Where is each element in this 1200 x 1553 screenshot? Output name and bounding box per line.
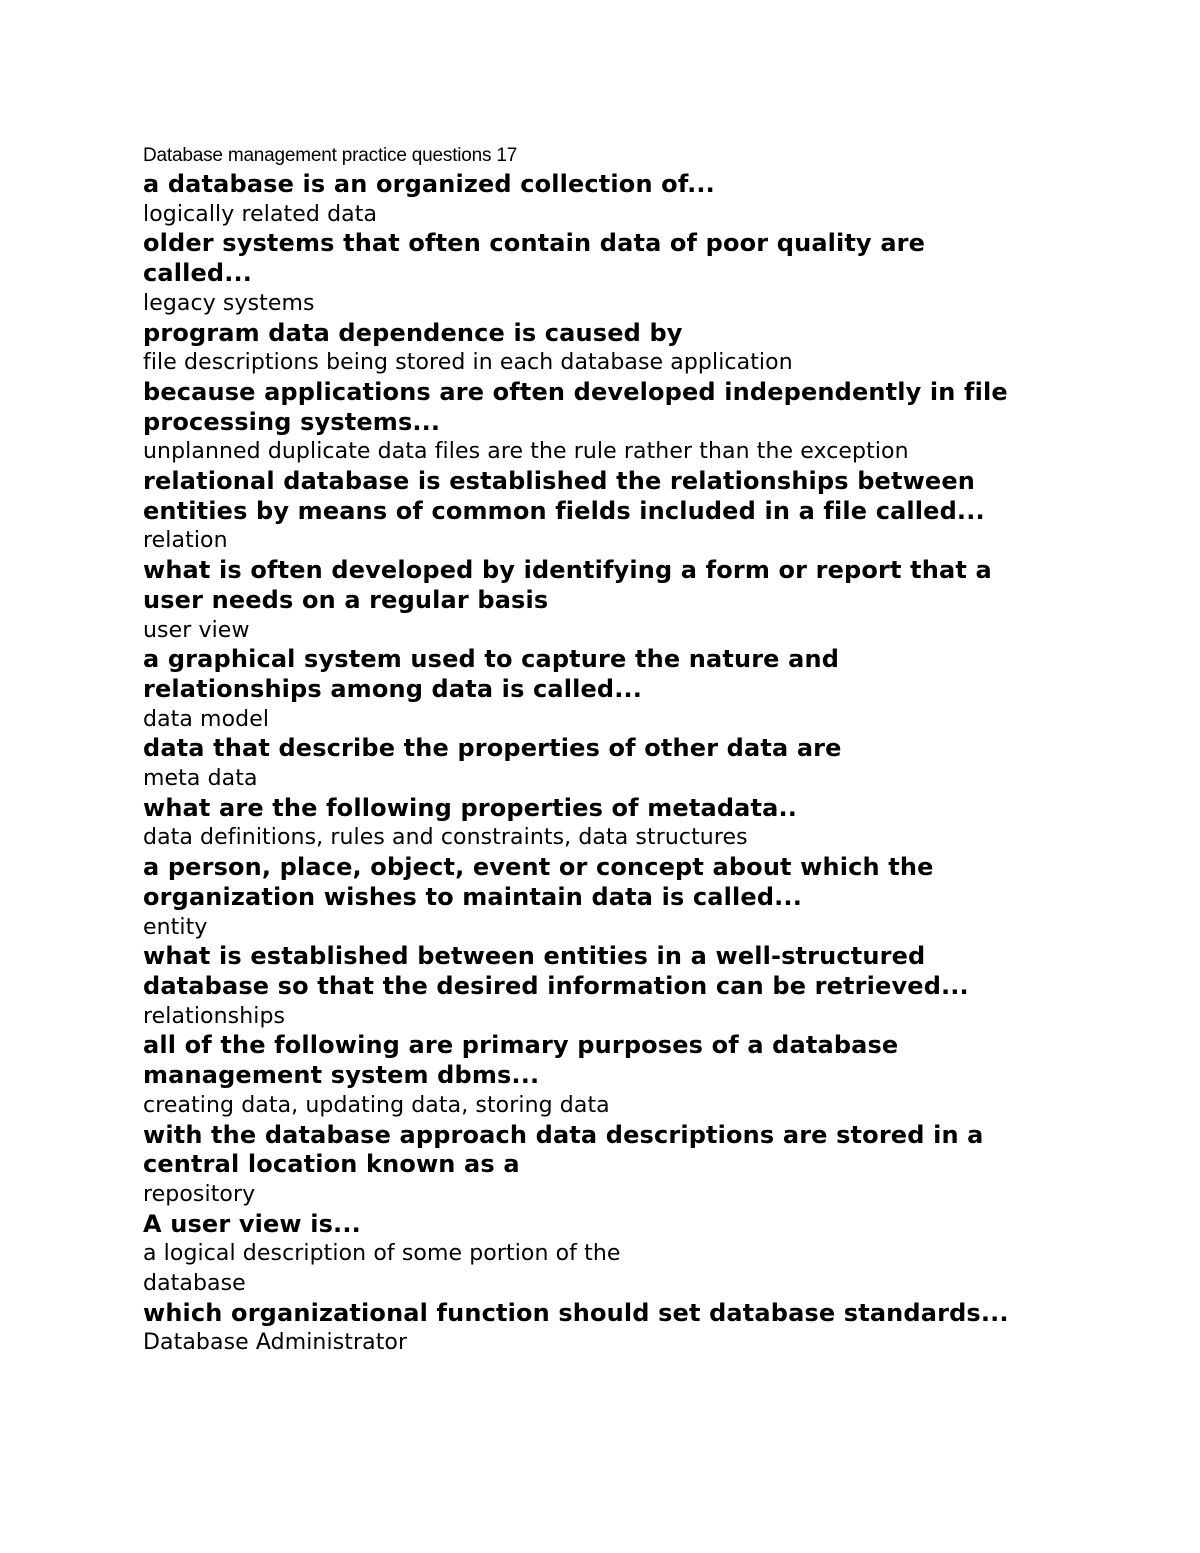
- question-14: A user view is...: [143, 1209, 361, 1238]
- answer-14: a logical description of some portion of the database: [143, 1241, 621, 1297]
- question-2: older systems that often contain data of poor quality are called...: [143, 229, 926, 288]
- answer-5: relation: [143, 528, 228, 554]
- answer-7: data model: [143, 706, 270, 732]
- question-13: with the database approach data descriptions are stored in a central location known as a: [143, 1120, 984, 1179]
- answer-9: data definitions, rules and constraints, data structures: [143, 825, 748, 851]
- question-9: what are the following properties of metadata..: [143, 793, 798, 822]
- question-11: what is established between entities in a well-structured database so that the desired information can be retrieved...: [143, 942, 969, 1000]
- question-3: program data dependence is caused by: [143, 318, 683, 347]
- answer-8: meta data: [143, 766, 258, 792]
- answer-10: entity: [143, 914, 208, 940]
- answer-11: relationships: [143, 1003, 286, 1029]
- question-15: which organizational function should set database standards...: [143, 1298, 1009, 1327]
- question-4: because applications are often developed independently in file processing systems...: [143, 377, 1008, 436]
- answer-1: logically related data: [143, 201, 378, 227]
- answer-12: creating data, updating data, storing data: [143, 1092, 610, 1118]
- question-1: a database is an organized collection of...: [143, 170, 715, 198]
- document-page: [143, 144, 1063, 1358]
- question-10: a person, place, object, event or concept about which the organization wishes to maintain data is called...: [143, 853, 934, 911]
- answer-15: Database Administrator: [143, 1330, 408, 1356]
- answer-6: user view: [143, 617, 250, 643]
- question-12: all of the following are primary purposes of a database management system dbms...: [143, 1031, 899, 1090]
- question-5: relational database is established the relationships between entities by means of common fields included in a file called...: [143, 467, 985, 525]
- answer-3: file descriptions being stored in each database application: [143, 350, 793, 376]
- qa-list: [143, 170, 1063, 1358]
- question-8: data that describe the properties of other data are: [143, 734, 842, 763]
- answer-2: legacy systems: [143, 290, 315, 316]
- answer-13: repository: [143, 1181, 256, 1207]
- document-title: Database management practice questions 17: [143, 145, 518, 166]
- question-7: a graphical system used to capture the nature and relationships among data is called...: [143, 645, 840, 703]
- question-6: what is often developed by identifying a form or report that a user needs on a regular basis: [143, 556, 992, 614]
- answer-4: unplanned duplicate data files are the rule rather than the exception: [143, 439, 909, 465]
